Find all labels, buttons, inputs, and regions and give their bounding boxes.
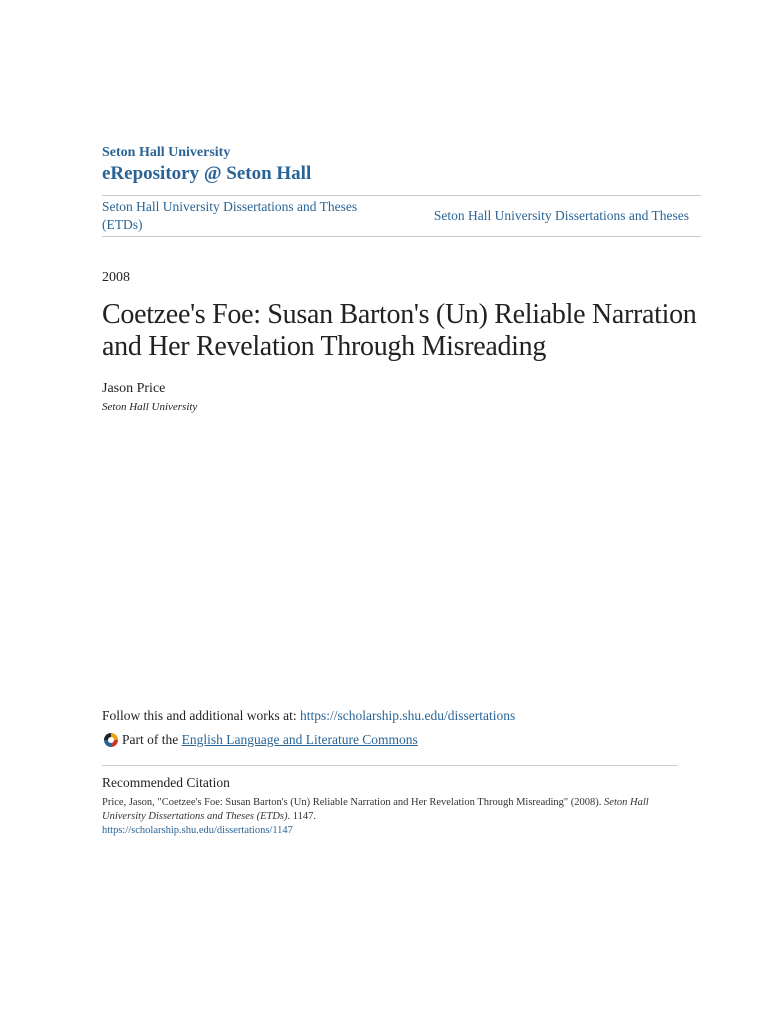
follow-line: [102, 708, 515, 724]
part-of-prefix: Part of the: [122, 732, 179, 747]
institution-name[interactable]: Seton Hall University: [102, 145, 231, 160]
publication-year: 2008: [102, 270, 130, 285]
digital-commons-icon: [102, 731, 120, 749]
citation-url-link[interactable]: https://scholarship.shu.edu/dissertations/1147: [102, 825, 293, 836]
commons-link[interactable]: English Language and Literature Commons: [181, 732, 418, 747]
collection-link-etds[interactable]: Seton Hall University Dissertations and Theses (ETDs): [102, 199, 358, 232]
citation-prefix: Price, Jason, "Coetzee's Foe: Susan Barton's (Un) Reliable Narration and Her Revelation Through Misreading" (2008).: [102, 797, 605, 808]
citation-series: Seton Hall University Dissertations and Theses (ETDs): [102, 797, 649, 822]
divider-bottom: [102, 236, 701, 237]
citation-heading: Recommended Citation: [102, 775, 230, 790]
part-of-line: [102, 731, 418, 749]
repository-header: [102, 145, 311, 186]
dissertations-url-link[interactable]: https://scholarship.shu.edu/dissertations: [300, 708, 516, 723]
citation-suffix: . 1147.: [287, 811, 316, 822]
follow-prefix: Follow this and additional works at:: [102, 708, 300, 723]
author-affiliation: Seton Hall University: [102, 401, 198, 413]
repository-name[interactable]: eRepository @ Seton Hall: [102, 163, 312, 184]
divider-top: [102, 195, 701, 196]
divider-citation: [102, 765, 678, 766]
document-title: Coetzee's Foe: Susan Barton's (Un) Reliable Narration and Her Revelation Through Misreading: [102, 299, 697, 362]
author-name: Jason Price: [102, 381, 166, 396]
citation-text: [102, 796, 662, 838]
collection-link-dissertations[interactable]: Seton Hall University Dissertations and Theses: [433, 208, 689, 223]
